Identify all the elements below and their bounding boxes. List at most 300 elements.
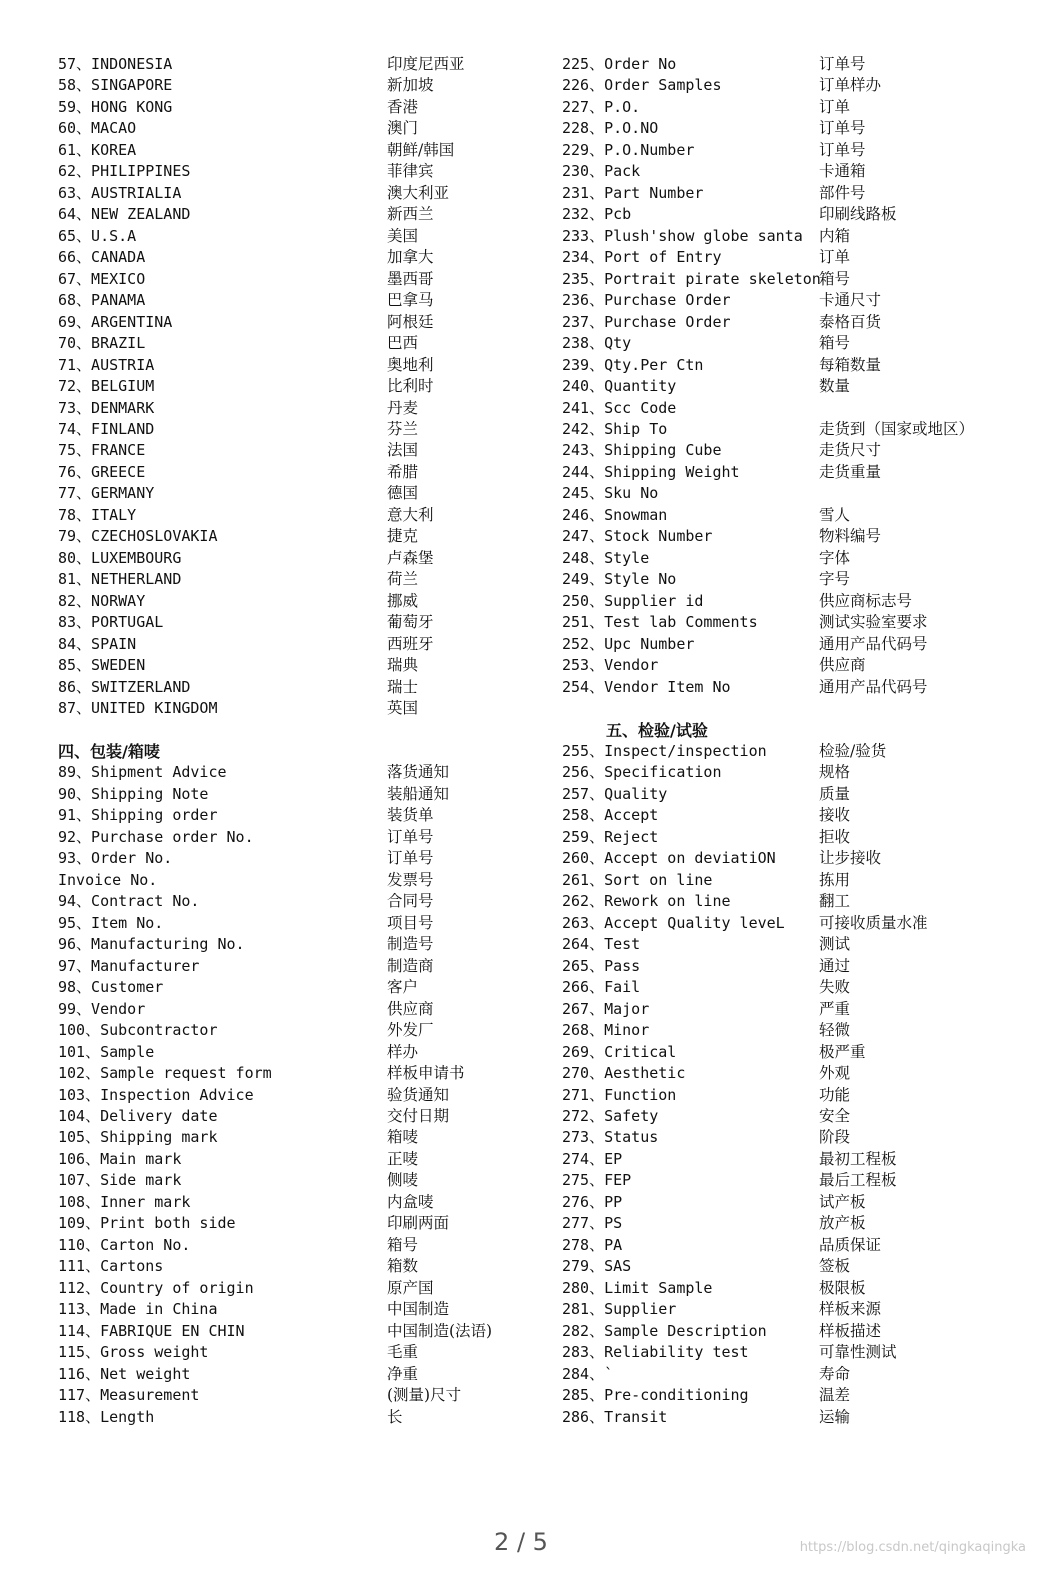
term-row <box>58 1042 528 1063</box>
term-english: 254、Vendor Item No <box>562 677 731 696</box>
term-chinese: 安全 <box>819 1106 851 1125</box>
term-chinese: 菲律宾 <box>387 162 434 181</box>
term-row <box>562 741 1032 762</box>
term-row <box>58 1020 528 1041</box>
term-english: 66、CANADA <box>58 248 146 267</box>
term-chinese: 寿命 <box>819 1364 851 1383</box>
term-row <box>58 333 528 354</box>
term-english: 62、PHILIPPINES <box>58 162 191 181</box>
term-row <box>562 1235 1032 1256</box>
term-row <box>562 1299 1032 1320</box>
term-row <box>58 97 528 118</box>
term-row <box>562 161 1032 182</box>
term-chinese: 轻微 <box>819 1021 851 1040</box>
term-chinese: 澳门 <box>387 119 419 138</box>
term-row <box>58 1321 528 1342</box>
term-english: 92、Purchase order No. <box>58 827 254 846</box>
term-chinese: 意大利 <box>387 505 434 524</box>
term-english: 246、Snowman <box>562 505 668 524</box>
term-english: 236、Purchase Order <box>562 291 731 310</box>
term-english: 264、Test <box>562 935 641 954</box>
term-english: 227、P.O. <box>562 97 641 116</box>
term-row <box>562 548 1032 569</box>
term-english: 261、Sort on line <box>562 870 713 889</box>
term-chinese: 签板 <box>819 1257 851 1276</box>
term-chinese: 捷克 <box>387 527 419 546</box>
term-chinese: 新西兰 <box>387 205 434 224</box>
term-english: 116、Net weight <box>58 1364 191 1383</box>
term-chinese: 拒收 <box>819 827 851 846</box>
term-english: 241、Scc Code <box>562 398 677 417</box>
term-english: 260、Accept on deviatiON <box>562 849 776 868</box>
term-english: 252、Upc Number <box>562 634 695 653</box>
term-english: 244、Shipping Weight <box>562 462 740 481</box>
term-row <box>562 784 1032 805</box>
term-chinese: 希腊 <box>387 462 419 481</box>
term-row <box>58 140 528 161</box>
term-english: 74、FINLAND <box>58 419 155 438</box>
term-english: 97、Manufacturer <box>58 956 200 975</box>
term-row <box>58 1213 528 1234</box>
term-row <box>58 398 528 419</box>
term-chinese: 部件号 <box>819 183 866 202</box>
term-chinese: 样板申请书 <box>387 1064 465 1083</box>
term-english: 284、` <box>562 1364 614 1383</box>
term-chinese: 内盒唛 <box>387 1192 434 1211</box>
term-chinese: 规格 <box>819 763 851 782</box>
term-english: 240、Quantity <box>562 377 677 396</box>
term-english: 263、Accept Quality leveL <box>562 913 785 932</box>
term-chinese: 可接收质量水准 <box>819 913 928 932</box>
term-row <box>562 247 1032 268</box>
term-english: 267、Major <box>562 999 650 1018</box>
country-list <box>58 54 528 720</box>
term-row <box>58 1085 528 1106</box>
term-english: 276、PP <box>562 1192 623 1211</box>
term-english: 108、Inner mark <box>58 1192 191 1211</box>
term-english: 278、PA <box>562 1235 623 1254</box>
term-row <box>562 1407 1032 1428</box>
term-english: 110、Carton No. <box>58 1235 191 1254</box>
page-number: 2 / 5 <box>494 1528 548 1556</box>
term-chinese: 朝鲜/韩国 <box>387 140 455 159</box>
term-english: 230、Pack <box>562 162 641 181</box>
term-chinese: 装货单 <box>387 806 434 825</box>
term-chinese: 订单号 <box>387 827 434 846</box>
term-row <box>58 290 528 311</box>
term-row <box>58 226 528 247</box>
term-chinese: 芬兰 <box>387 419 419 438</box>
term-english: 265、Pass <box>562 956 641 975</box>
term-row <box>562 1170 1032 1191</box>
term-row <box>58 634 528 655</box>
term-chinese: 原产国 <box>387 1278 434 1297</box>
term-english: 233、Plush'show globe santa <box>562 226 803 245</box>
term-chinese: 法国 <box>387 441 419 460</box>
term-chinese: 泰格百货 <box>819 312 882 331</box>
term-english: 60、MACAO <box>58 119 137 138</box>
term-english: 94、Contract No. <box>58 892 200 911</box>
term-chinese: 走货尺寸 <box>819 441 882 460</box>
term-english: 96、Manufacturing No. <box>58 935 245 954</box>
term-english: 101、Sample <box>58 1042 155 1061</box>
term-chinese: 装船通知 <box>387 784 450 803</box>
term-english: 283、Reliability test <box>562 1343 749 1362</box>
term-english: 111、Cartons <box>58 1257 164 1276</box>
term-row <box>58 75 528 96</box>
term-chinese: 样板描述 <box>819 1321 882 1340</box>
term-english: 89、Shipment Advice <box>58 763 227 782</box>
term-english: 106、Main mark <box>58 1149 182 1168</box>
term-english: 71、AUSTRIA <box>58 355 155 374</box>
term-english: 67、MEXICO <box>58 269 146 288</box>
term-english: 242、Ship To <box>562 419 668 438</box>
term-row <box>562 290 1032 311</box>
term-row <box>562 505 1032 526</box>
term-chinese: 箱唛 <box>387 1128 419 1147</box>
term-row <box>562 118 1032 139</box>
term-chinese: 极限板 <box>819 1278 866 1297</box>
term-english: 274、EP <box>562 1149 623 1168</box>
term-chinese: 奥地利 <box>387 355 434 374</box>
term-english: 76、GREECE <box>58 462 146 481</box>
term-row <box>562 1127 1032 1148</box>
term-english: 72、BELGIUM <box>58 377 155 396</box>
term-english: 275、FEP <box>562 1171 632 1190</box>
term-english: 57、INDONESIA <box>58 55 173 73</box>
term-english: 112、Country of origin <box>58 1278 254 1297</box>
term-english: 75、FRANCE <box>58 441 146 460</box>
term-english: 107、Side mark <box>58 1171 182 1190</box>
term-chinese: 箱数 <box>387 1257 419 1276</box>
term-english: 234、Port of Entry <box>562 248 722 267</box>
term-chinese: 品质保证 <box>819 1235 882 1254</box>
term-chinese: 荷兰 <box>387 570 419 589</box>
term-row <box>562 333 1032 354</box>
term-english: 269、Critical <box>562 1042 677 1061</box>
term-row <box>58 440 528 461</box>
term-row <box>562 762 1032 783</box>
section-heading-packaging: 四、包装/箱唛 <box>58 742 160 761</box>
term-english: 65、U.S.A <box>58 226 137 245</box>
term-english: 114、FABRIQUE EN CHIN <box>58 1321 245 1340</box>
term-chinese: 订单号 <box>387 849 434 868</box>
term-row <box>58 269 528 290</box>
term-english: 270、Aesthetic <box>562 1064 686 1083</box>
term-row <box>562 827 1032 848</box>
term-row <box>562 462 1032 483</box>
term-english: 245、Sku No <box>562 484 659 503</box>
term-row <box>58 161 528 182</box>
term-row <box>562 956 1032 977</box>
watermark: https://blog.csdn.net/qingkaqingka <box>799 1540 1026 1555</box>
term-english: 266、Fail <box>562 978 641 997</box>
term-english: 253、Vendor <box>562 656 659 675</box>
term-chinese: 比利时 <box>387 377 434 396</box>
term-chinese: 走货到（国家或地区） <box>819 419 975 438</box>
term-chinese: 字体 <box>819 548 851 567</box>
term-row <box>58 999 528 1020</box>
term-english: 271、Function <box>562 1085 677 1104</box>
term-row <box>58 1063 528 1084</box>
term-row <box>58 591 528 612</box>
term-chinese: 内箱 <box>819 226 851 245</box>
term-chinese: (测量)尺寸 <box>387 1386 462 1405</box>
term-row <box>58 1385 528 1406</box>
term-english: 115、Gross weight <box>58 1343 209 1362</box>
term-english: 98、Customer <box>58 978 164 997</box>
term-chinese: 通过 <box>819 956 851 975</box>
term-row <box>58 870 528 891</box>
term-chinese: 印度尼西亚 <box>387 55 465 73</box>
term-english: 73、DENMARK <box>58 398 155 417</box>
term-row <box>562 1042 1032 1063</box>
term-english: 59、HONG KONG <box>58 97 173 116</box>
term-chinese: 香港 <box>387 97 419 116</box>
term-row <box>562 204 1032 225</box>
term-english: 235、Portrait pirate skeleton <box>562 269 821 288</box>
term-row <box>58 827 528 848</box>
term-english: 282、Sample Description <box>562 1321 767 1340</box>
term-row <box>562 1278 1032 1299</box>
term-english: 58、SINGAPORE <box>58 76 173 95</box>
term-chinese: 交付日期 <box>387 1106 450 1125</box>
term-chinese: 运输 <box>819 1407 851 1426</box>
term-english: 249、Style No <box>562 570 677 589</box>
term-row <box>58 118 528 139</box>
term-row <box>562 483 1032 504</box>
term-row <box>58 483 528 504</box>
term-row <box>58 977 528 998</box>
section-heading-inspection: 五、检验/试验 <box>606 720 708 740</box>
term-row <box>58 1256 528 1277</box>
inspection-term-list <box>562 741 1032 1428</box>
left-column <box>58 54 528 1428</box>
term-row <box>562 1385 1032 1406</box>
term-row <box>562 1256 1032 1277</box>
term-chinese: 数量 <box>819 377 851 396</box>
term-english: 258、Accept <box>562 806 659 825</box>
term-row <box>58 1192 528 1213</box>
term-english: 86、SWITZERLAND <box>58 677 191 696</box>
term-chinese: 正唛 <box>387 1149 419 1168</box>
term-row <box>562 269 1032 290</box>
term-chinese: 墨西哥 <box>387 269 434 288</box>
term-row <box>58 419 528 440</box>
term-chinese: 供应商标志号 <box>819 591 913 610</box>
term-row <box>58 548 528 569</box>
term-chinese: 质量 <box>819 784 851 803</box>
term-english: 255、Inspect/inspection <box>562 742 767 760</box>
term-row <box>58 805 528 826</box>
term-row <box>58 376 528 397</box>
term-chinese: 字号 <box>819 570 851 589</box>
term-chinese: 箱号 <box>819 269 851 288</box>
term-english: 83、PORTUGAL <box>58 613 164 632</box>
term-chinese: 中国制造(法语) <box>387 1321 493 1340</box>
term-english: 285、Pre-conditioning <box>562 1386 749 1405</box>
term-row <box>562 1020 1032 1041</box>
term-row <box>562 376 1032 397</box>
term-chinese: 订单号 <box>819 140 866 159</box>
term-english: 279、SAS <box>562 1257 632 1276</box>
term-chinese: 极严重 <box>819 1042 866 1061</box>
term-chinese: 西班牙 <box>387 634 434 653</box>
term-row <box>58 848 528 869</box>
term-row <box>58 526 528 547</box>
term-english: 238、Qty <box>562 334 632 353</box>
term-row <box>58 1342 528 1363</box>
term-row <box>562 891 1032 912</box>
term-chinese: 美国 <box>387 226 419 245</box>
term-english: 239、Qty.Per Ctn <box>562 355 704 374</box>
term-chinese: 阶段 <box>819 1128 851 1147</box>
term-english: 109、Print both side <box>58 1214 236 1233</box>
term-english: 280、Limit Sample <box>562 1278 713 1297</box>
term-chinese: 中国制造 <box>387 1300 450 1319</box>
term-row <box>562 1342 1032 1363</box>
term-chinese: 供应商 <box>387 999 434 1018</box>
term-row <box>58 1364 528 1385</box>
term-row <box>58 1407 528 1428</box>
term-english: 61、KOREA <box>58 140 137 159</box>
term-chinese: 澳大利亚 <box>387 183 450 202</box>
term-chinese: 阿根廷 <box>387 312 434 331</box>
term-chinese: 巴西 <box>387 334 419 353</box>
term-row <box>562 54 1032 75</box>
term-english: 237、Purchase Order <box>562 312 731 331</box>
term-english: 257、Quality <box>562 784 668 803</box>
term-row <box>58 698 528 719</box>
term-english: 69、ARGENTINA <box>58 312 173 331</box>
term-english: 262、Rework on line <box>562 892 731 911</box>
term-english: 105、Shipping mark <box>58 1128 218 1147</box>
term-english: 226、Order Samples <box>562 76 722 95</box>
term-chinese: 订单 <box>819 248 851 267</box>
term-english: 117、Measurement <box>58 1386 200 1405</box>
term-chinese: 净重 <box>387 1364 419 1383</box>
term-english: 77、GERMANY <box>58 484 155 503</box>
term-chinese: 通用产品代码号 <box>819 634 928 653</box>
term-chinese: 订单号 <box>819 119 866 138</box>
term-chinese: 瑞典 <box>387 656 419 675</box>
term-row <box>562 97 1032 118</box>
term-chinese: 长 <box>387 1407 403 1426</box>
term-row <box>562 398 1032 419</box>
term-row <box>562 312 1032 333</box>
term-chinese: 温差 <box>819 1386 851 1405</box>
term-english: 78、ITALY <box>58 505 137 524</box>
term-row <box>58 655 528 676</box>
term-english: 272、Safety <box>562 1106 659 1125</box>
term-chinese: 供应商 <box>819 656 866 675</box>
term-row <box>562 75 1032 96</box>
packaging-term-list <box>58 762 528 1428</box>
term-english: 99、Vendor <box>58 999 146 1018</box>
term-chinese: 翻工 <box>819 892 851 911</box>
term-chinese: 箱号 <box>819 334 851 353</box>
term-row <box>562 870 1032 891</box>
term-chinese: 制造号 <box>387 935 434 954</box>
order-term-list <box>562 54 1032 698</box>
term-chinese: 功能 <box>819 1085 851 1104</box>
term-english: 104、Delivery date <box>58 1106 218 1125</box>
term-chinese: 测试 <box>819 935 851 954</box>
term-row <box>58 1127 528 1148</box>
term-chinese: 丹麦 <box>387 398 419 417</box>
term-english: 225、Order No <box>562 55 677 73</box>
term-english: Invoice No. <box>58 870 158 889</box>
term-row <box>58 505 528 526</box>
term-row <box>562 526 1032 547</box>
term-english: 232、Pcb <box>562 205 632 224</box>
term-row <box>562 1085 1032 1106</box>
term-english: 93、Order No. <box>58 849 173 868</box>
term-english: 68、PANAMA <box>58 291 146 310</box>
term-row <box>58 913 528 934</box>
term-chinese: 卡通箱 <box>819 162 866 181</box>
term-chinese: 侧唛 <box>387 1171 419 1190</box>
term-row <box>562 1149 1032 1170</box>
term-chinese: 可靠性测试 <box>819 1343 897 1362</box>
term-row <box>58 762 528 783</box>
term-row <box>562 1364 1032 1385</box>
term-chinese: 接收 <box>819 806 851 825</box>
term-chinese: 制造商 <box>387 956 434 975</box>
term-row <box>562 183 1032 204</box>
term-row <box>58 1299 528 1320</box>
term-chinese: 严重 <box>819 999 851 1018</box>
term-row <box>562 612 1032 633</box>
term-chinese: 客户 <box>387 978 419 997</box>
term-english: 113、Made in China <box>58 1300 218 1319</box>
term-row <box>58 956 528 977</box>
term-row <box>562 977 1032 998</box>
term-row <box>562 655 1032 676</box>
term-row <box>562 999 1032 1020</box>
term-chinese: 卡通尺寸 <box>819 291 882 310</box>
term-chinese: 失败 <box>819 978 851 997</box>
term-english: 256、Specification <box>562 763 722 782</box>
term-row <box>58 677 528 698</box>
term-english: 229、P.O.Number <box>562 140 695 159</box>
term-english: 90、Shipping Note <box>58 784 209 803</box>
term-chinese: 发票号 <box>387 870 434 889</box>
term-row <box>562 848 1032 869</box>
term-chinese: 毛重 <box>387 1343 419 1362</box>
term-row <box>58 355 528 376</box>
term-chinese: 测试实验室要求 <box>819 613 928 632</box>
term-chinese: 瑞士 <box>387 677 419 696</box>
term-chinese: 外观 <box>819 1064 851 1083</box>
term-row <box>562 1106 1032 1127</box>
term-row <box>58 54 528 75</box>
term-chinese: 加拿大 <box>387 248 434 267</box>
term-row <box>58 1106 528 1127</box>
term-english: 251、Test lab Comments <box>562 613 758 632</box>
term-english: 250、Supplier id <box>562 591 704 610</box>
term-row <box>58 934 528 955</box>
term-english: 273、Status <box>562 1128 659 1147</box>
term-chinese: 放产板 <box>819 1214 866 1233</box>
term-chinese: 德国 <box>387 484 419 503</box>
term-row <box>58 1170 528 1191</box>
term-english: 268、Minor <box>562 1021 650 1040</box>
term-row <box>562 634 1032 655</box>
term-chinese: 印刷线路板 <box>819 205 897 224</box>
term-chinese: 验货通知 <box>387 1085 450 1104</box>
term-row <box>58 612 528 633</box>
